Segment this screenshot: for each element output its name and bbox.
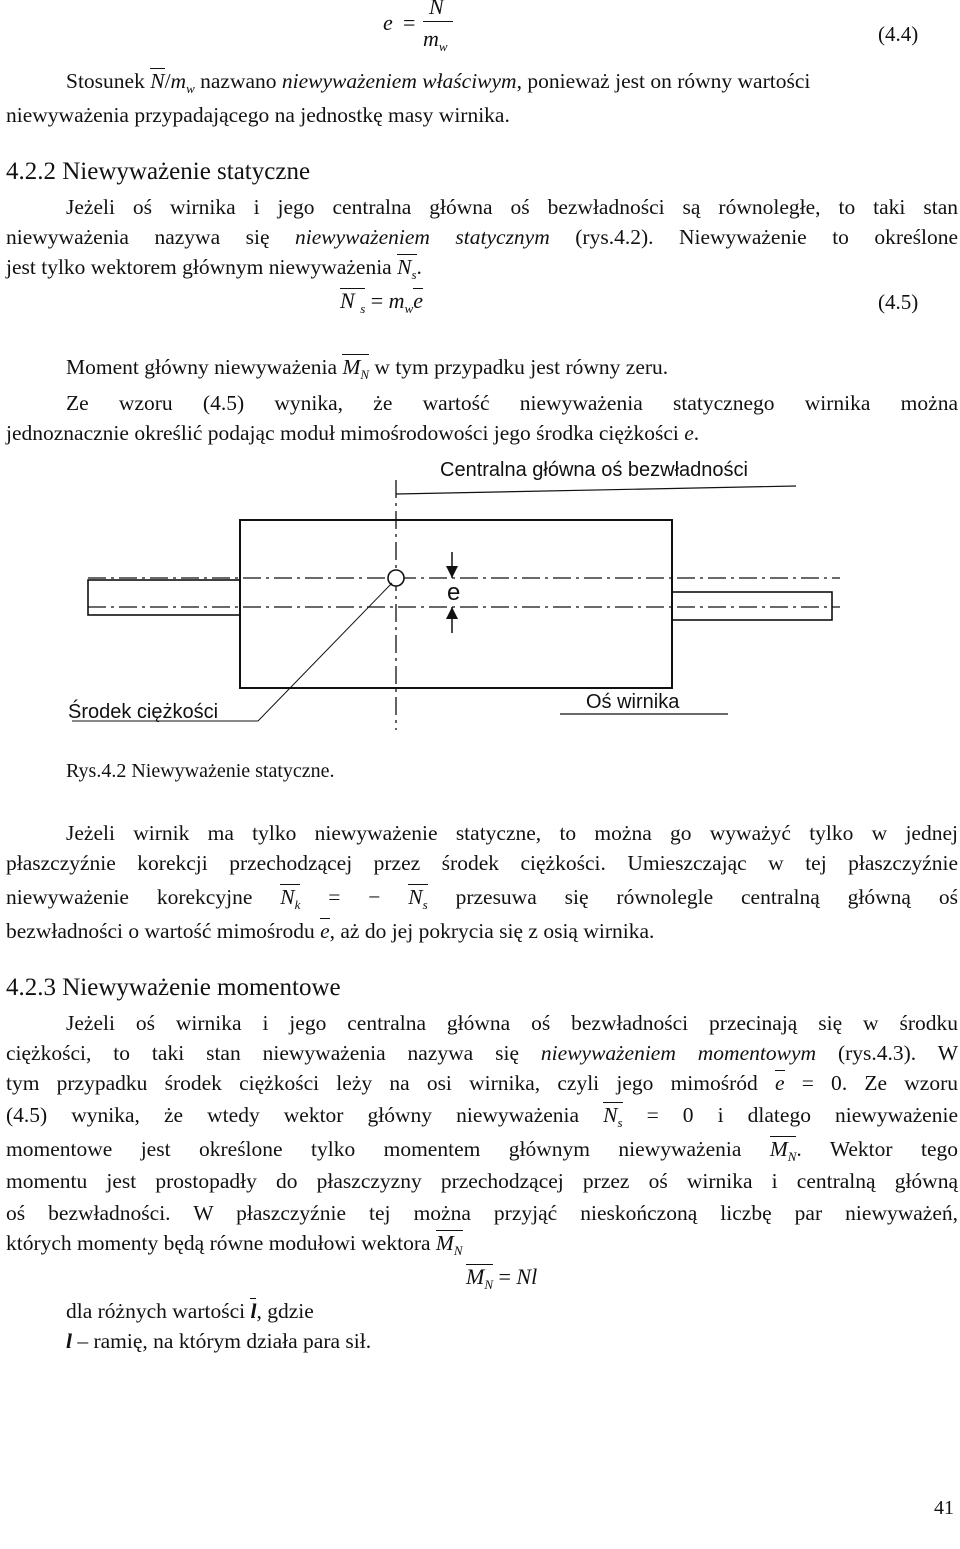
ecc-arrowhead-bottom [446, 607, 458, 619]
paragraph-5-line-4: bezwładności o wartość mimośrodu e, aż do jej pokrycia się z osią wirnika. [6, 919, 655, 943]
page-number: 41 [934, 1497, 954, 1519]
eq-equals: = [403, 10, 416, 35]
paragraph-6-line-3: tym przypadku środek ciężkości leży na osi wirnika, czyli jego mimośród e = 0. Ze wzoru [6, 1071, 958, 1095]
eq-denominator: $m_w$ [423, 26, 448, 54]
paragraph-5-line-1: Jeżeli wirnik ma tylko niewyważenie statyczne, to można go wyważyć tylko w jednej [66, 821, 958, 845]
section-heading-4-2-3: 4.2.3 Niewyważenie momentowe [6, 974, 341, 1001]
paragraph-6-line-6: momentu jest prostopadły do płaszczyzny przechodzącej przez oś wirnika i centralną główną [6, 1169, 958, 1193]
section-heading-4-2-2: 4.2.2 Niewyważenie statyczne [6, 158, 311, 185]
figure-caption: Rys.4.2 Niewyważenie statyczne. [66, 760, 335, 782]
paragraph-6-line-1: Jeżeli oś wirnika i jego centralna główna oś bezwładności przecinają się w środku [66, 1011, 958, 1035]
paragraph-7-line-1: dla różnych wartości l, gdzie [66, 1299, 314, 1323]
label-principal-axis: Centralna główna oś bezwładności [440, 459, 748, 481]
paragraph-1-line-2: niewyważenia przypadającego na jednostkę masy wirnika. [6, 103, 510, 127]
paragraph-2-line-2: niewyważenia nazywa się niewyważeniem statycznym (rys.4.2). Niewyważenie to określone [6, 225, 958, 249]
fraction-bar [423, 21, 453, 22]
paragraph-4-line-1: Ze wzoru (4.5) wynika, że wartość niewyważenia statycznego wirnika można [66, 391, 958, 415]
leader-axis-inertia [396, 486, 796, 494]
label-eccentricity: e [447, 579, 461, 606]
equation-moment: $M_N = Nl$ [466, 1264, 537, 1296]
paragraph-6-line-5: momentowe jest określone tylko momentem głównym niewyważenia $M_N$. Wektor tego [6, 1134, 958, 1168]
leader-cog [258, 583, 392, 721]
paragraph-6-line-4: (4.5) wynika, że wtedy wektor główny niewyważenia $N_s = 0$ i dlatego niewyważenie [6, 1100, 958, 1134]
equation-number-4-4: (4.4) [878, 22, 919, 46]
paragraph-3: Moment główny niewyważenia $M_N$ w tym przypadku jest równy zeru. [66, 352, 960, 386]
figure-rotor-static-unbalance [0, 450, 960, 750]
centre-of-gravity-marker [388, 570, 404, 586]
paragraph-1-line-1: Stosunek $N/m_w$ nazwano niewyważeniem właściwym, ponieważ jest on równy wartości [66, 69, 811, 96]
eq-numerator: N [429, 0, 444, 19]
paragraph-7-line-2: l – ramię, na którym działa para sił. [66, 1329, 372, 1353]
paragraph-5-line-3: niewyważenie korekcyjne $N_k$ = − $N_s$ przesuwa się równolegle centralną główną oś [6, 882, 958, 916]
label-rotor-axis: Oś wirnika [586, 691, 680, 713]
shaft-left [88, 580, 240, 615]
paragraph-6-line-7: oś bezwładności. W płaszczyźnie tej można przyjąć nieskończoną liczbę par niewyważeń, [6, 1201, 958, 1225]
paragraph-2-line-3: jest tylko wektorem głównym niewyważenia $N_s$. [6, 252, 958, 286]
paragraph-2-line-1: Jeżeli oś wirnika i jego centralna główna oś bezwładności są równoległe, to taki stan [66, 195, 958, 219]
ecc-arrowhead-top [446, 566, 458, 578]
equation-4-5: N $_s = m_we$ [340, 288, 423, 320]
paragraph-4-line-2: jednoznacznie określić podając moduł mimośrodowości jego środka ciężkości e. [6, 421, 700, 445]
paragraph-6-line-2: ciężkości, to taki stan niewyważenia nazywa się niewyważeniem momentowym (rys.4.3). W [6, 1041, 958, 1065]
paragraph-6-line-8: których momenty będą równe modułowi wektora $M_N$ [6, 1228, 958, 1262]
eq-var-e: e [383, 10, 393, 35]
shaft-right [672, 592, 832, 620]
paragraph-5-line-2: płaszczyźnie korekcji przechodzącej przez środek ciężkości. Umieszczając w tej płaszczyźnie [6, 851, 958, 875]
label-centre-of-gravity: Środek ciężkości [68, 701, 219, 723]
equation-number-4-5: (4.5) [878, 290, 919, 314]
